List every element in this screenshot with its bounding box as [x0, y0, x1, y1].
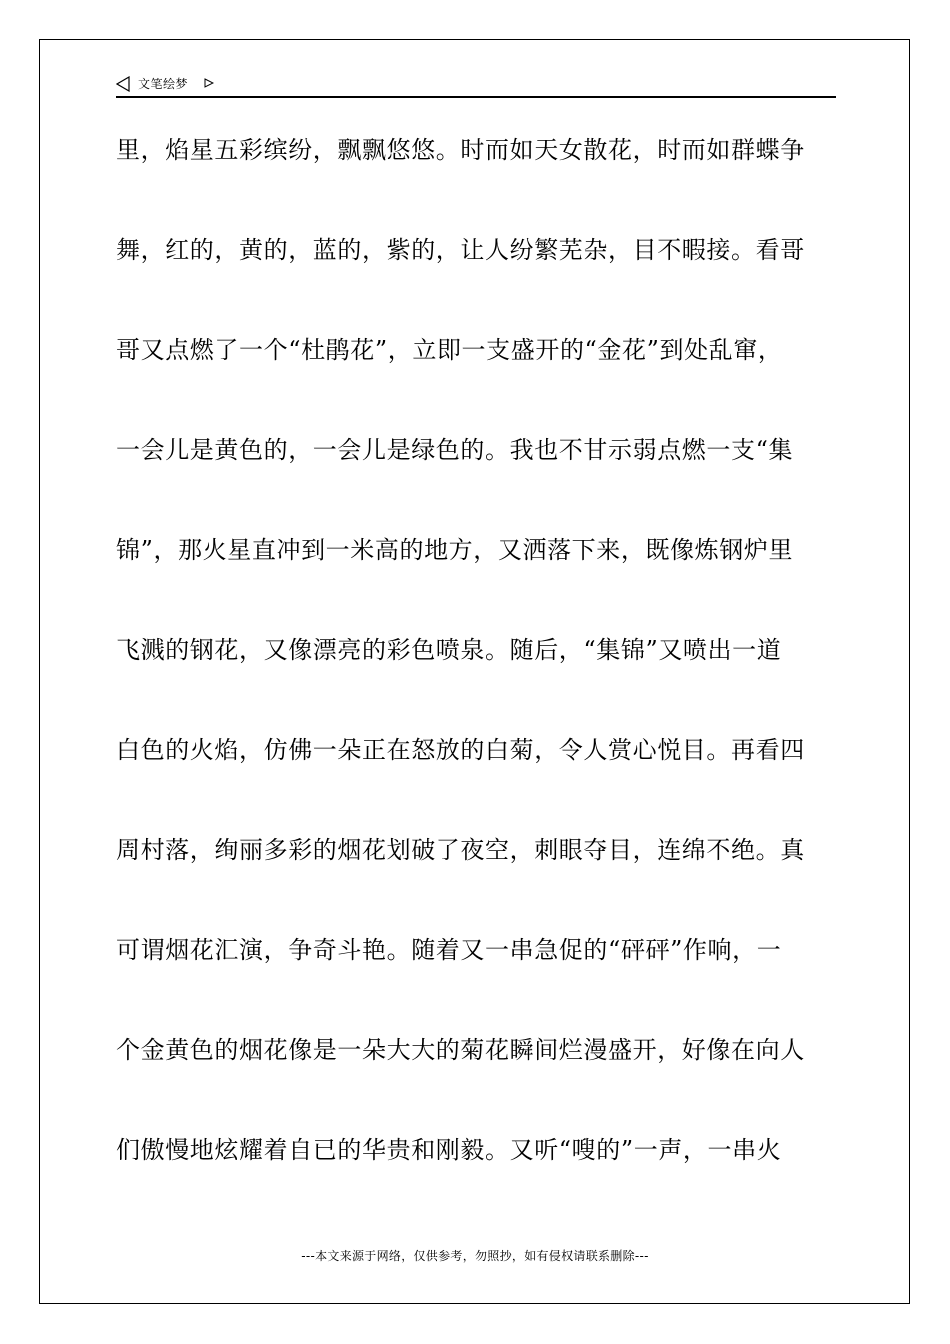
text-line: 锦”，那火星直冲到一米高的地方，又洒落下来，既像炼钢炉里: [116, 536, 794, 564]
text-line: 周村落，绚丽多彩的烟花划破了夜空，刺眼夺目，连绵不绝。真: [116, 836, 805, 864]
document-body: [116, 127, 841, 1227]
triangle-left-icon: [116, 76, 130, 92]
text-line: 一会儿是黄色的，一会儿是绿色的。我也不甘示弱点燃一支“集: [116, 436, 794, 464]
text-line: 飞溅的钢花，又像漂亮的彩色喷泉。随后，“集锦”又喷出一道: [116, 636, 782, 664]
page-header: [116, 72, 836, 98]
text-line: 可谓烟花汇演，争奇斗艳。随着又一串急促的“砰砰”作响，一: [116, 936, 782, 964]
text-line: 哥又点燃了一个“杜鹃花”，立即一支盛开的“金花”到处乱窜，: [116, 336, 783, 364]
page-footer: ---本文来源于网络，仅供参考，勿照抄，如有侵权请联系删除---: [301, 1249, 649, 1263]
text-line: 里，焰星五彩缤纷，飘飘悠悠。时而如天女散花，时而如群蝶争: [116, 136, 805, 164]
text-line: 们傲慢地炫耀着自已的华贵和刚毅。又听“嗖的”一声，一串火: [116, 1136, 782, 1164]
text-line: 舞，红的，黄的，蓝的，紫的，让人纷繁芜杂，目不暇接。看哥: [116, 236, 805, 264]
triangle-right-icon: [204, 78, 214, 88]
text-line: 白色的火焰，仿佛一朵正在怒放的白菊，令人赏心悦目。再看四: [116, 736, 805, 764]
text-line: 个金黄色的烟花像是一朵大大的菊花瞬间烂漫盛开，好像在向人: [116, 1036, 805, 1064]
header-title: 文笔绘梦: [138, 77, 189, 91]
